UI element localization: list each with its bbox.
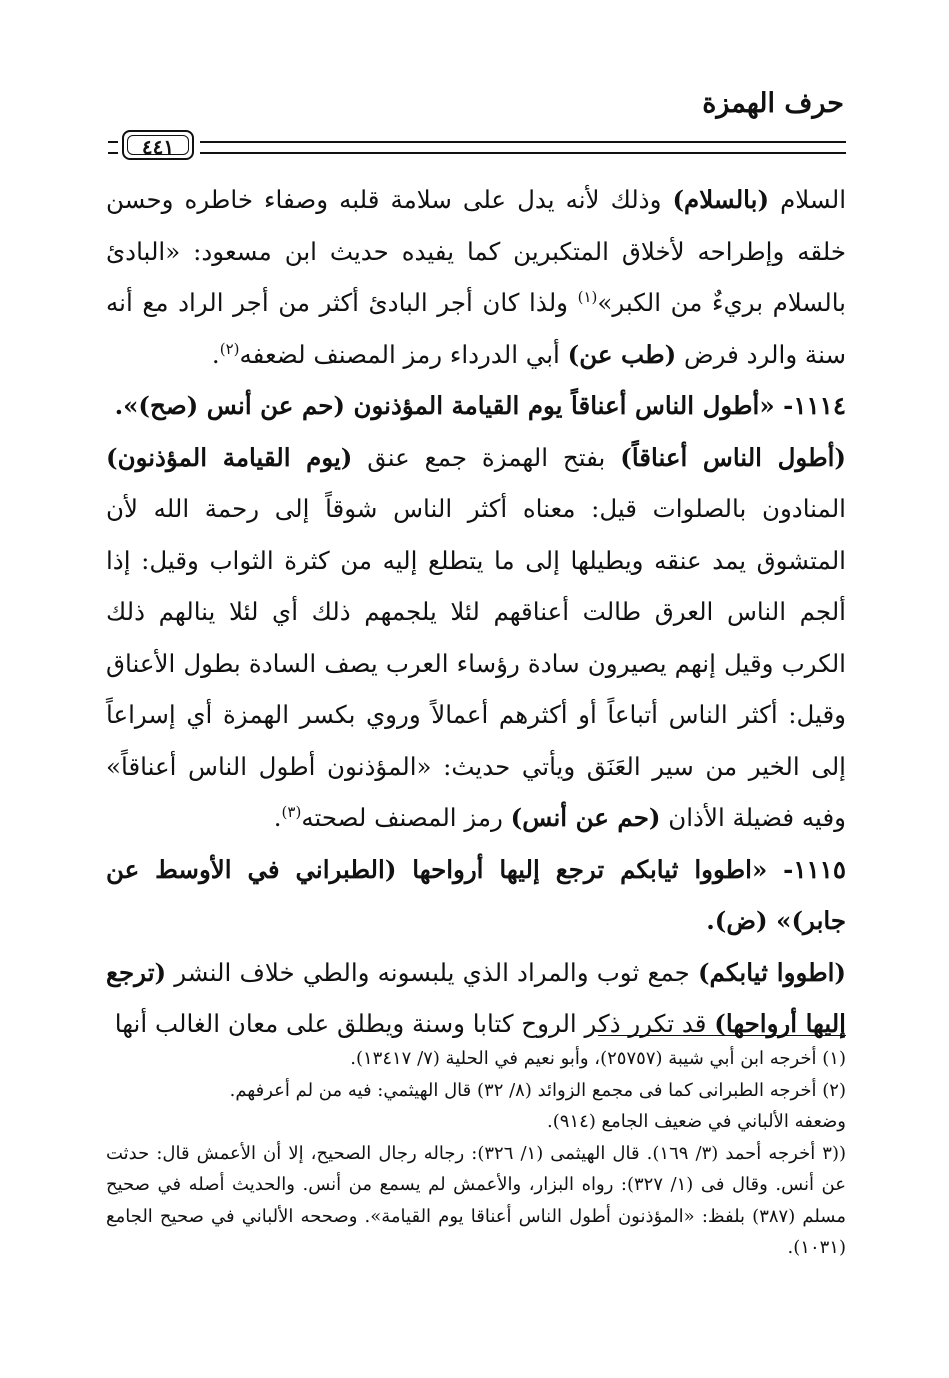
p2-text-d: المنادون بالصلوات قيل: معناه أكثر الناس شوقاً إلى رحمة الله لأن المتشوق يمد عنقه ويطيلها إلى ما يتطلع إليه من كثرة الثواب وقيل: إذا ألجم الناس العرق طالت أعناقهم لئلا يلجمهم ذلك أي لئلا ينالهم ذلك الكرب وقيل إنهم يصيرون سادة رؤساء العرب يصف السادة بطول الأعناق وقيل: أكثر الناس أتباعاً أو أكثرهم أعمالاً وروي بكسر الهمزة أي إسراعاً إلى الخير من سير العَنَق ويأتي حديث: «المؤذنون أطول الناس أعناقاً» وفيه فضيلة الأذان [106, 494, 846, 832]
p1-bold-b: (بالسلام) [672, 185, 770, 214]
p3-bold-a: (اطووا ثيابكم) [697, 957, 846, 987]
hadith-entry-1115: ١١١٥- «اطووا ثيابكم ترجع إليها أرواحها (الطبراني في الأوسط عن جابر)» (ض). [106, 854, 846, 935]
p1-text-f: أبي الدرداء رمز المصنف لضعفه [239, 339, 568, 369]
page-number: ٤٤١ [141, 135, 175, 159]
footnote-2-continued: وضعفه الألباني في ضعيف الجامع (٩١٤). [547, 1111, 846, 1132]
p1-text-d: ولذا كان أجر البادئ أكثر من أجر الراد مع أنه سنة والرد فرض [106, 288, 846, 369]
paragraph-1 [106, 174, 846, 380]
footnotes [106, 1043, 846, 1264]
hadith-entry-1114: ١١١٤- «أطول الناس أعناقاً يوم القيامة المؤذنون (حم عن أنس (صح)». [114, 391, 846, 420]
footnote-ref-2: (٢) [219, 339, 240, 358]
p1-bold-e: (طب عن) [567, 339, 677, 369]
footnote-1: (١) أخرجه ابن أبي شيبة (٢٥٧٥٧)، وأبو نعيم في الحلية (٧/ ١٣٤١٧). [350, 1048, 846, 1069]
p2-text-f: رمز المصنف لصحته [301, 803, 511, 832]
chapter-title: حرف الهمزة [702, 88, 844, 119]
p2-bold-c: (يوم القيامة المؤذنون) [106, 442, 353, 472]
footnote-separator [598, 1035, 846, 1036]
p3-bold-c: (ترجع إليها أرواحها) [106, 957, 846, 1038]
p3-text-b: جمع ثوب والمراد الذي يلبسونه والطي خلاف النشر [166, 957, 698, 987]
p2-bold-e: (حم عن أنس) [510, 803, 661, 832]
page-number-box [122, 130, 194, 160]
body-text [106, 174, 846, 1050]
footnote-ref-3: (٣) [281, 802, 302, 821]
p3-text-d: قد تكرر ذكر الروح كتابا وسنة ويطلق على معان الغالب أنها [114, 1009, 715, 1038]
p1-text-c: وذلك لأنه يدل على سلامة قلبه وصفاء خاطره وحسن خلقه وإطراحه لأخلاق المتكبرين كما يفيده حديث ابن مسعود: «البادئ بالسلام بريءٌ من الكبر» [106, 185, 846, 317]
header-line-end [108, 141, 118, 154]
p2-bold-a: (أطول الناس أعناقاً) [620, 442, 846, 472]
paragraph-2 [106, 432, 846, 844]
footnote-3: ((٣ أخرجه أحمد (٣/ ١٦٩). قال الهيثمى (١/ ٣٢٦): رجاله رجال الصحيح، إلا أن الأعمش قال: حدثت عن أنس. وقال فى (١/ ٣٢٧): رواه البزار، والأعمش لم يسمع من أنس. والحديث أصله في صحيح مسلم (٣٨٧) بلفظ: «المؤذنون أطول الناس أعناقا يوم القيامة». وصححه الألباني في صحيح الجامع (١٠٣١). [106, 1142, 846, 1258]
header-double-line [200, 141, 846, 154]
p1-text-g: . [211, 339, 220, 369]
footnote-2: (٢) أخرجه الطبرانى كما فى مجمع الزوائد (٨/ ٣٢) قال الهيثمي: فيه من لم أعرفهم. [229, 1079, 846, 1101]
header-rule [108, 130, 846, 164]
p2-text-g: . [273, 803, 282, 832]
p1-text-a: السلام [769, 185, 846, 214]
p2-text-b: بفتح الهمزة جمع عنق [352, 442, 621, 472]
footnote-ref-1: (١) [577, 287, 598, 306]
